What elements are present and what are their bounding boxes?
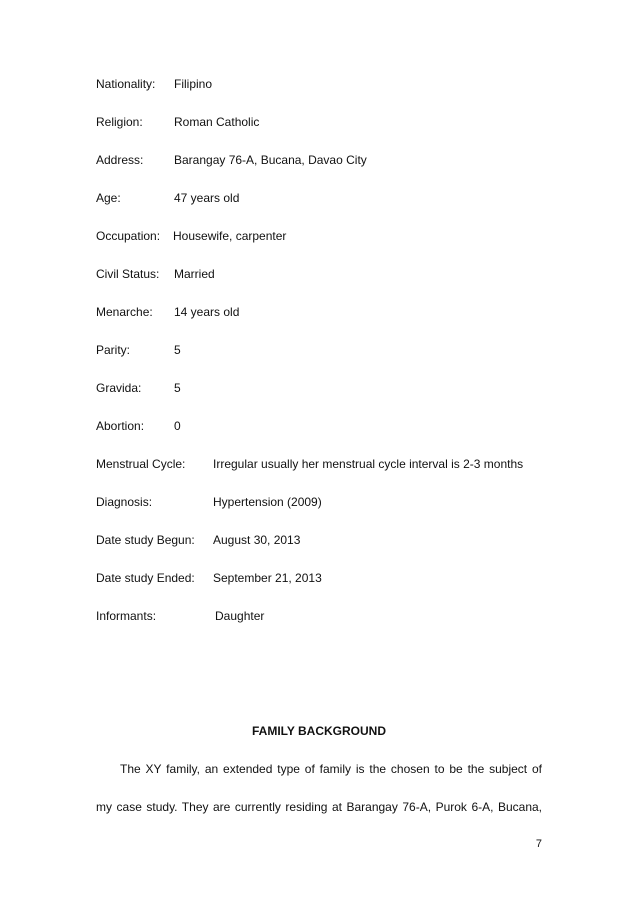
field-value: Married (174, 267, 215, 281)
field-value: 47 years old (174, 191, 240, 205)
field-value: 14 years old (174, 305, 240, 319)
field-label: Diagnosis: (96, 495, 153, 509)
field-label: Parity: (96, 343, 131, 357)
field-value: Filipino (174, 77, 213, 91)
field-label: Address: (96, 153, 144, 167)
field-label: Nationality: (96, 77, 156, 91)
field-value: Daughter (215, 609, 265, 623)
field-label: Menstrual Cycle: (96, 457, 186, 471)
field-label: Date study Ended: (96, 571, 195, 585)
field-label: Gravida: (96, 381, 142, 395)
paragraph-line: my case study. They are currently residing at Barangay 76-A, Purok 6-A, Bucana, (96, 800, 542, 814)
field-value: Roman Catholic (174, 115, 260, 129)
field-label: Menarche: (96, 305, 153, 319)
field-value: Housewife, carpenter (173, 229, 287, 243)
field-label: Date study Begun: (96, 533, 195, 547)
field-value: Barangay 76-A, Bucana, Davao City (174, 153, 367, 167)
field-value: Hypertension (2009) (213, 495, 322, 509)
field-label: Informants: (96, 609, 157, 623)
field-value: 5 (174, 343, 181, 357)
paragraph-line: The XY family, an extended type of family is the chosen to be the subject of (120, 762, 542, 776)
field-value: 5 (174, 381, 181, 395)
field-value: Irregular usually her menstrual cycle interval is 2-3 months (213, 457, 524, 471)
section-heading: FAMILY BACKGROUND (251, 724, 386, 738)
field-label: Age: (96, 191, 121, 205)
field-value: September 21, 2013 (213, 571, 322, 585)
field-value: August 30, 2013 (213, 533, 301, 547)
field-label: Civil Status: (96, 267, 160, 281)
field-label: Abortion: (96, 419, 145, 433)
page-number: 7 (535, 838, 542, 850)
field-label: Religion: (96, 115, 143, 129)
field-value: 0 (174, 419, 181, 433)
field-label: Occupation: (96, 229, 161, 243)
